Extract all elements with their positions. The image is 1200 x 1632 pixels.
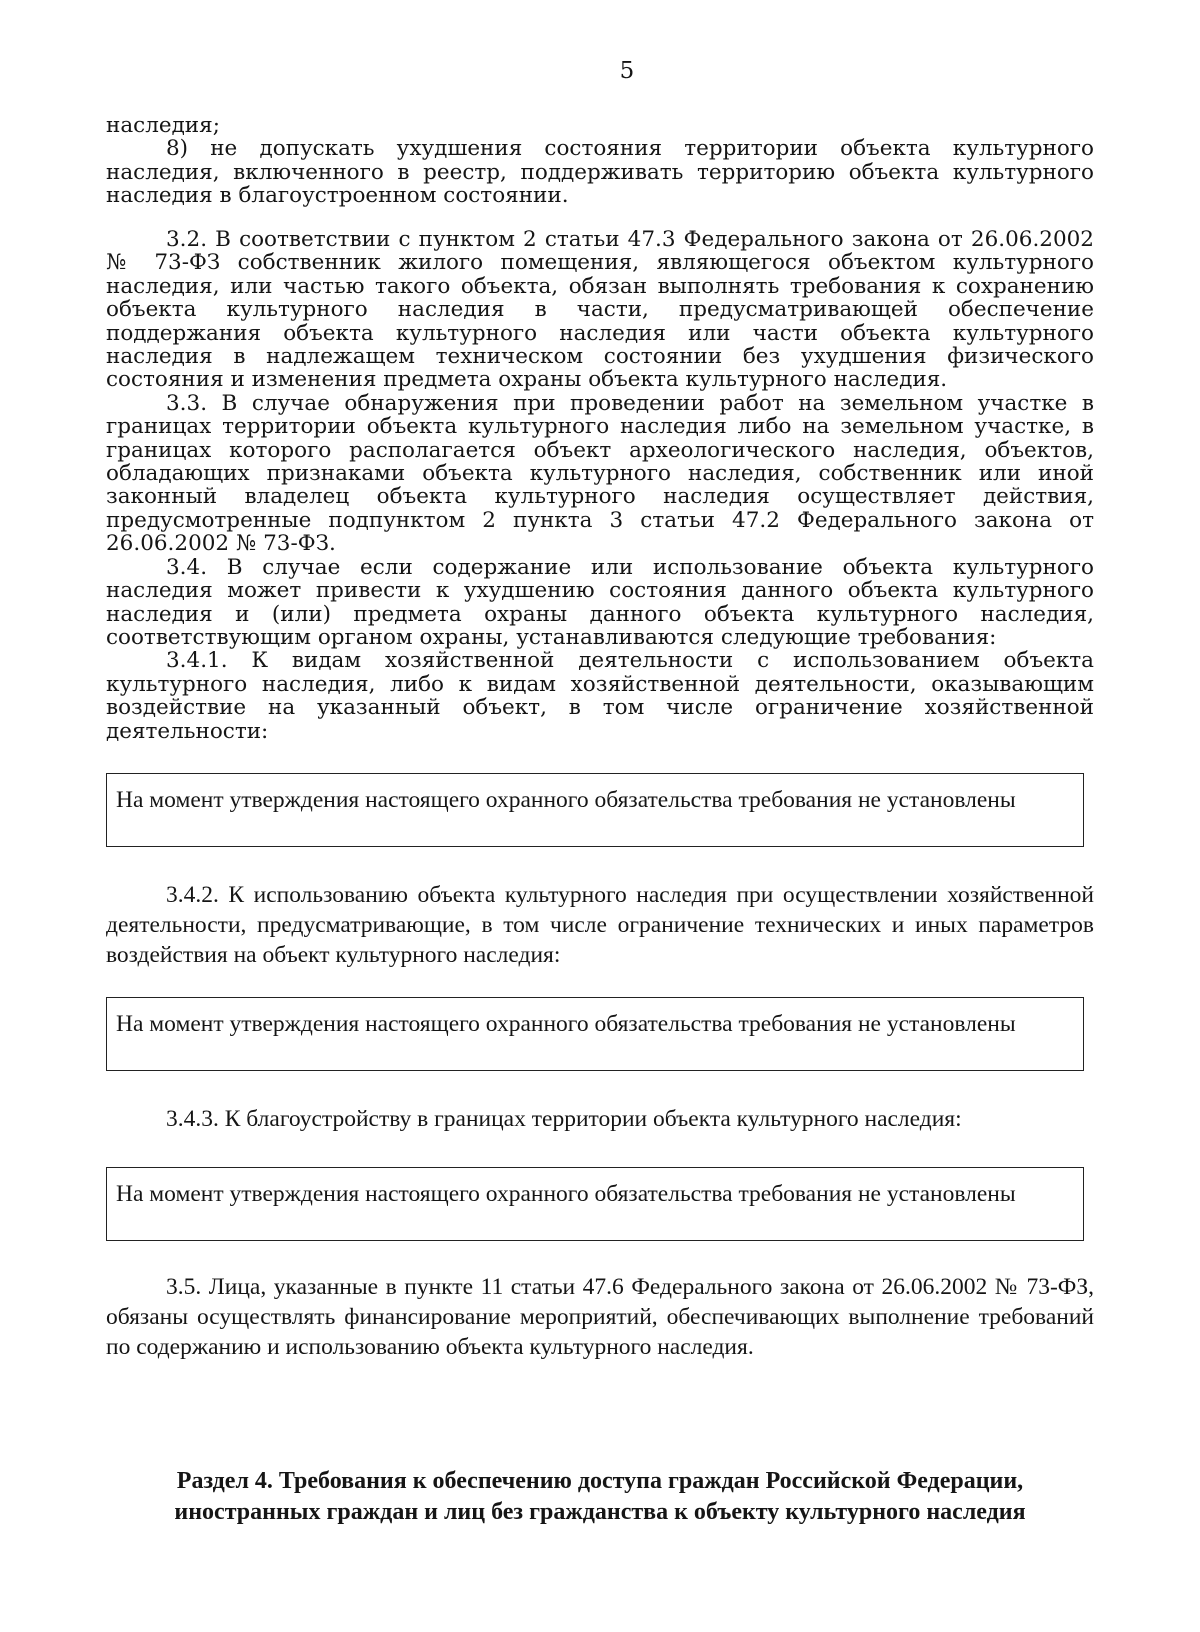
paragraph-continuation: наследия; xyxy=(106,113,220,138)
paragraph-3-4-3: 3.4.3. К благоустройству в границах территории объекта культурного наследия: xyxy=(166,1106,962,1132)
paragraph-3-4-3-block xyxy=(106,1104,1094,1134)
requirements-box-3-4-3: На момент утверждения настоящего охранного обязательства требования не установлены xyxy=(106,1167,1084,1241)
middle-block xyxy=(106,228,1094,743)
paragraph-3-5: 3.5. Лица, указанные в пункте 11 статьи 47.6 Федерального закона от 26.06.2002 № 73-ФЗ, обязаны осуществлять финансирование мероприятий, обеспечивающих выполнение требований по содержанию и использованию объекта культурного наследия. xyxy=(106,1274,1094,1360)
requirements-box-3-4-2: На момент утверждения настоящего охранного обязательства требования не установлены xyxy=(106,997,1084,1071)
paragraph-3-3: 3.3. В случае обнаружения при проведении работ на земельном участке в границах территории объекта культурного наследия либо на земельном участке, в границах которого располагается объект археологического наследия, объектов, обладающих признаками объекта культурного наследия, собственник или иной законный владелец объекта культурного наследия осуществляет действия, предусмотренные подпунктом 2 пункта 3 статьи 47.2 Федерального закона от 26.06.2002 № 73-ФЗ. xyxy=(106,390,1094,557)
page-number: 5 xyxy=(619,58,635,84)
paragraph-3-2: 3.2. В соответствии с пунктом 2 статьи 47.3 Федерального закона от 26.06.2002 № 73-ФЗ собственник жилого помещения, являющегося объектом культурного наследия, или частью такого объекта, обязан выполнять требования к сохранению объекта культурного наследия в части, предусматривающей обеспечение поддержания объекта культурного наследия или части объекта культурного наследия в надлежащем техническом состоянии без ухудшения физического состояния и изменения предмета охраны объекта культурного наследия. xyxy=(106,227,1094,393)
top-block xyxy=(106,114,1094,208)
section-4-heading: Раздел 4. Требования к обеспечению доступа граждан Российской Федерации, иностранных граждан и лиц без гражданства к объекту культурного наследия xyxy=(174,1468,1026,1525)
paragraph-3-4-2-block xyxy=(106,880,1094,970)
paragraph-3-5-block xyxy=(106,1272,1094,1362)
paragraph-3-4-1: 3.4.1. К видам хозяйственной деятельности с использованием объекта культурного наследия, либо к видам хозяйственной деятельности, оказывающим воздействие на указанный объект, в том числе ограничение хозяйственной деятельности: xyxy=(106,648,1094,744)
paragraph-item-8: 8) не допускать ухудшения состояния территории объекта культурного наследия, включенного в реестр, поддерживать территорию объекта культурного наследия в благоустроенном состоянии. xyxy=(106,136,1094,209)
requirements-box-3-4-1: На момент утверждения настоящего охранного обязательства требования не установлены xyxy=(106,773,1084,847)
paragraph-3-4: 3.4. В случае если содержание или использование объекта культурного наследия может привести к ухудшению состояния данного объекта культурного наследия и (или) предмета охраны данного объекта культурного наследия, соответствующим органом охраны, устанавливаются следующие требования: xyxy=(106,554,1094,650)
paragraph-3-4-2: 3.4.2. К использованию объекта культурного наследия при осуществлении хозяйственной деятельности, предусматривающие, в том числе ограничение технических и иных параметров воздействия на объект культурного наследия: xyxy=(106,882,1094,968)
